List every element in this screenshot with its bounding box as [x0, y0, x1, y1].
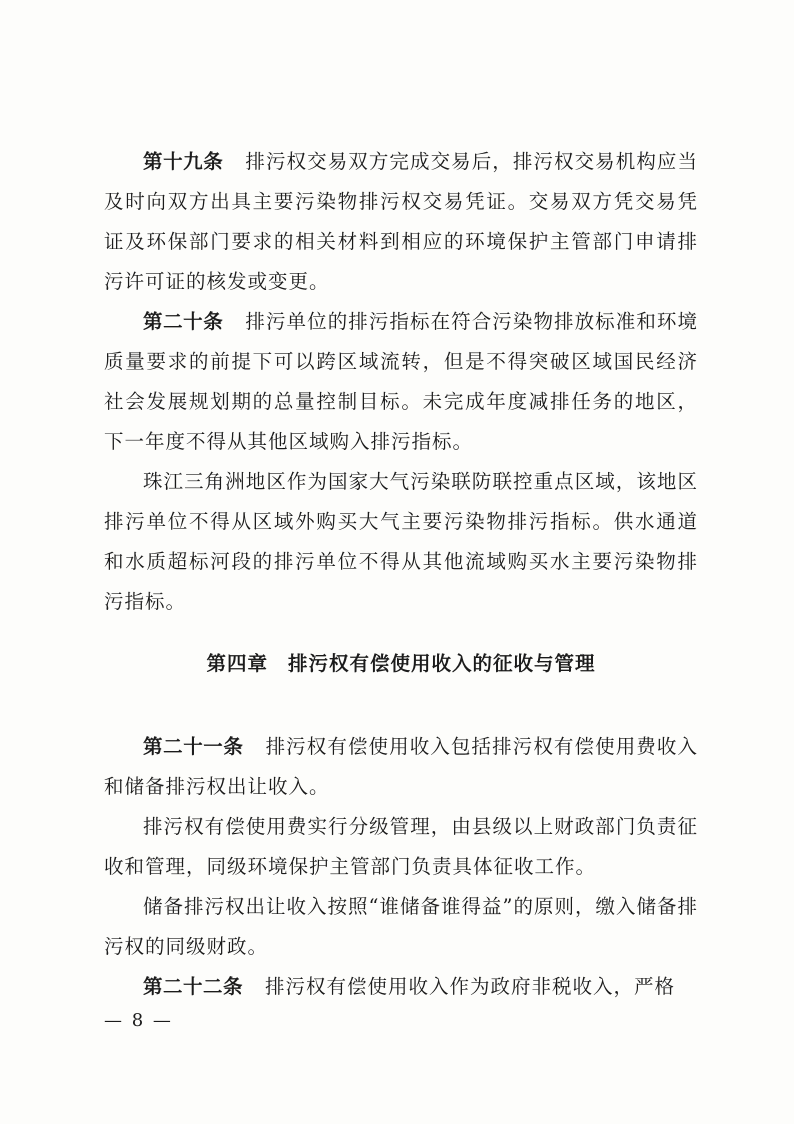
article-20-text: 排污单位的排污指标在符合污染物排放标准和环境质量要求的前提下可以跨区域流转，但是不得突破区域国民经济社会发展规划期的总量控制目标。未完成年度减排任务的地区，下一年度不得从其他区域购入排污指标。	[104, 310, 698, 453]
article-22	[104, 967, 698, 1007]
article-21-label: 第二十一条	[143, 735, 244, 758]
article-20-label: 第二十条	[143, 310, 224, 333]
article-19-label: 第十九条	[143, 150, 224, 173]
article-21-paragraph-3-text: 储备排污权出让收入按照“谁储备谁得益”的原则，缴入储备排污权的同级财政。	[104, 895, 698, 958]
article-20-paragraph-2-text: 珠江三角洲地区作为国家大气污染联防联控重点区域，该地区排污单位不得从区域外购买大气主要污染物排污指标。供水通道和水质超标河段的排污单位不得从其他流域购买水主要污染物排污指标。	[104, 470, 698, 613]
article-20-paragraph-2	[104, 462, 698, 622]
chapter-number: 第四章	[206, 652, 268, 675]
article-21	[104, 727, 698, 807]
article-22-label: 第二十二条	[143, 975, 244, 998]
page-number: — 8 —	[104, 1010, 173, 1031]
chapter-title: 排污权有偿使用收入的征收与管理	[288, 652, 596, 675]
article-19	[104, 142, 698, 302]
article-22-text: 排污权有偿使用收入作为政府非税收入，严格	[265, 975, 676, 998]
article-21-text: 排污权有偿使用收入包括排污权有偿使用费收入和储备排污权出让收入。	[104, 735, 698, 798]
article-21-paragraph-3	[104, 887, 698, 967]
article-20	[104, 302, 698, 462]
article-19-text: 排污权交易双方完成交易后，排污权交易机构应当及时向双方出具主要污染物排污权交易凭证。交易双方凭交易凭证及环保部门要求的相关材料到相应的环境保护主管部门申请排污许可证的核发或变更。	[104, 150, 698, 293]
article-21-paragraph-2	[104, 807, 698, 887]
chapter-heading	[104, 648, 698, 676]
article-21-paragraph-2-text: 排污权有偿使用费实行分级管理，由县级以上财政部门负责征收和管理，同级环境保护主管部门负责具体征收工作。	[104, 815, 698, 878]
